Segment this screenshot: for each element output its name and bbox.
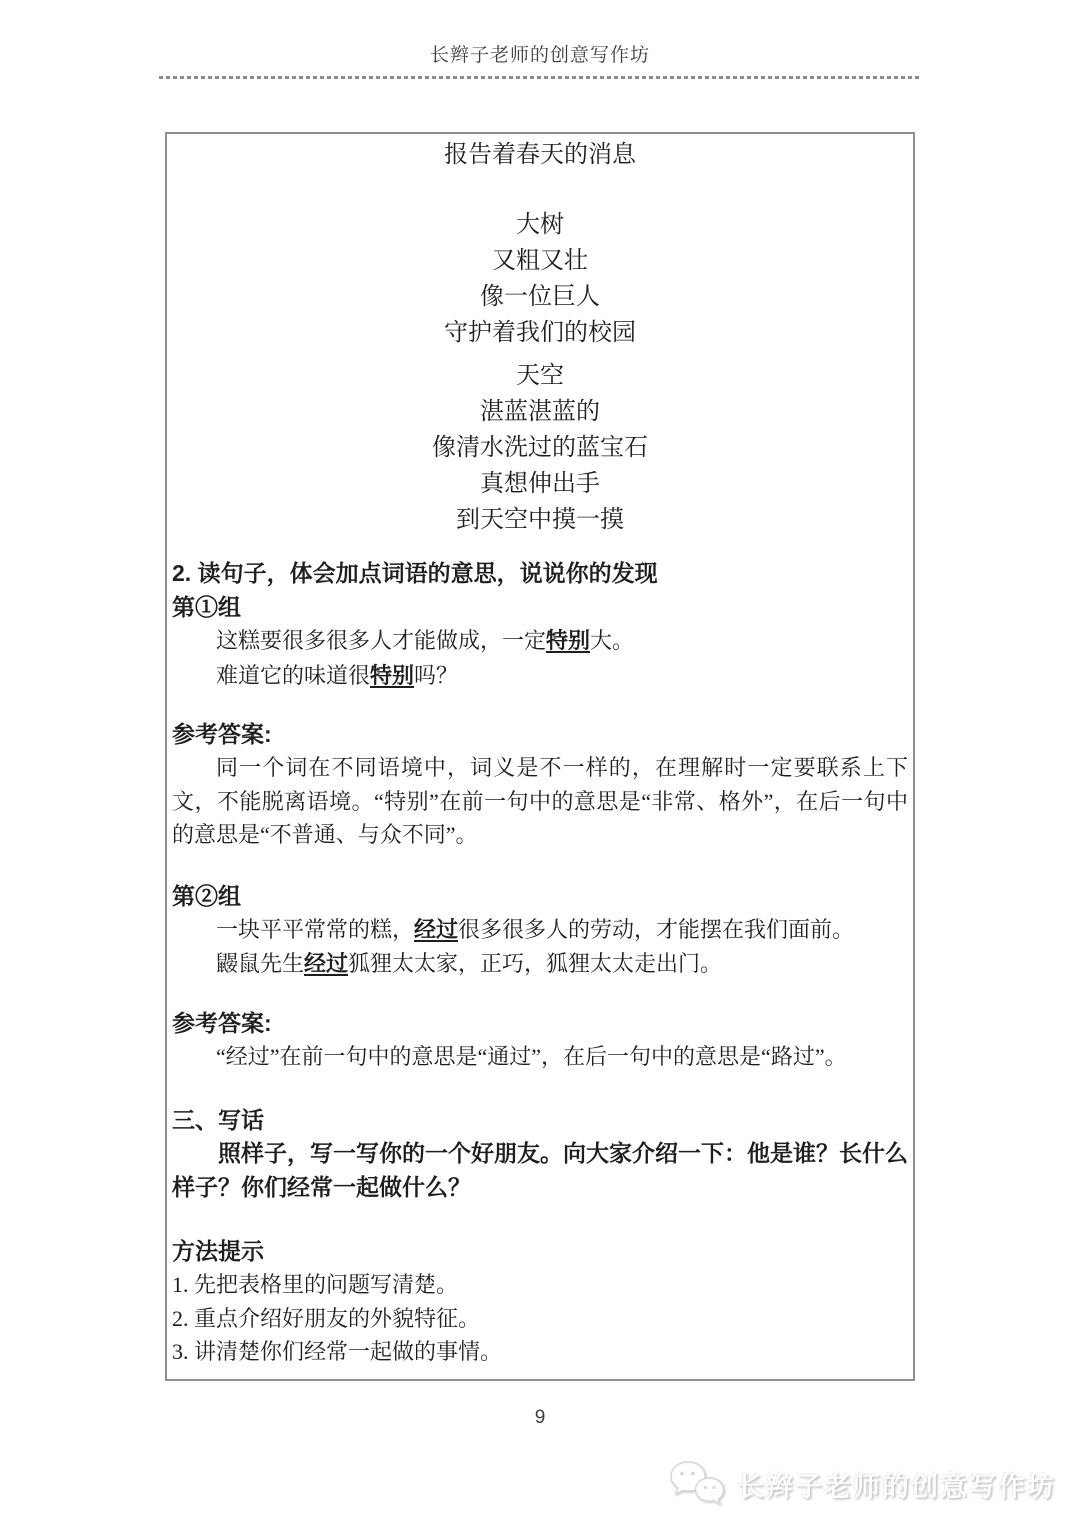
answer-text: “经过”在前一句中的意思是“通过”，在后一句中的意思是“路过”。 (216, 1043, 847, 1069)
sentence-post: 吗？ (414, 662, 459, 688)
exercise-3-heading: 三、写话 (172, 1107, 264, 1133)
example-sentence (172, 659, 908, 694)
writing-prompt: 照样子，写一写你的一个好朋友。向大家介绍一下：他是谁？长什么样子？你们经常一起做什么？ (172, 1140, 908, 1200)
group-2-label: 第②组 (172, 882, 241, 909)
poem-section (172, 137, 908, 538)
answer-text: 同一个词在不同语境中，词义是不一样的，在理解时一定要联系上下文，不能脱离语境。“特别”在前一句中的意思是“非常、格外”，在后一句中的意思是“不普通、与众不同”。 (172, 755, 908, 847)
sentence-pre: 一块平平常常的糕， (216, 916, 415, 942)
poem-line: 天空 (516, 363, 564, 389)
exercise-2-heading: 2. 读句子，体会加点词语的意思，说说你的发现 (172, 560, 658, 586)
poem-line: 真想伸出手 (480, 471, 600, 497)
exercise-3-section (172, 1103, 908, 1369)
highlighted-word: 经过 (414, 916, 459, 942)
sentence-post: 很多很多人的劳动，才能摆在我们面前。 (458, 916, 855, 942)
tip-item: 3. 讲清楚你们经常一起做的事情。 (172, 1339, 503, 1364)
poem-line: 湛蓝湛蓝的 (480, 399, 600, 425)
example-sentence (172, 947, 908, 982)
poem-line: 又粗又壮 (492, 248, 588, 274)
tip-item: 1. 先把表格里的问题写清楚。 (172, 1272, 459, 1297)
answer-label: 参考答案: (172, 1009, 272, 1036)
exercise-2-section (172, 556, 908, 1073)
answer-label: 参考答案: (172, 721, 272, 747)
highlighted-word: 特别 (370, 662, 415, 688)
highlighted-word: 经过 (304, 951, 349, 976)
tip-item: 2. 重点介绍好朋友的外貌特征。 (172, 1305, 481, 1331)
wechat-icon (667, 1459, 727, 1509)
page-number: 9 (534, 1406, 546, 1428)
header-title: 长辫子老师的创意写作坊 (429, 45, 650, 66)
poem-stanza-tree (172, 207, 908, 351)
header-rule (159, 76, 921, 79)
poem-line: 大树 (516, 212, 564, 238)
poem-line: 像一位巨人 (480, 284, 600, 310)
watermark-text: 长辫子老师的创意写作坊 (737, 1471, 1056, 1502)
example-sentence (172, 913, 908, 948)
example-sentence (172, 624, 908, 659)
content-box (165, 132, 915, 1381)
word-group-1 (172, 590, 908, 852)
running-header (0, 0, 1080, 79)
sentence-pre: 鼹鼠先生 (216, 951, 305, 976)
poem-line: 像清水洗过的蓝宝石 (432, 435, 648, 461)
poem-line: 报告着春天的消息 (444, 142, 636, 168)
group-1-label: 第①组 (172, 594, 241, 620)
tips-heading: 方法提示 (172, 1238, 264, 1264)
highlighted-word: 特别 (546, 628, 591, 653)
watermark (667, 1459, 1056, 1509)
word-group-2 (172, 879, 908, 1074)
sentence-pre: 这糕要很多很多人才能做成，一定 (216, 628, 547, 653)
sentence-pre: 难道它的味道很 (216, 662, 371, 688)
poem-line: 到天空中摸一摸 (456, 507, 624, 533)
poem-line: 守护着我们的校园 (444, 320, 636, 346)
poem-stanza-sky (172, 358, 908, 538)
sentence-post: 狐狸太太家，正巧，狐狸太太走出门。 (348, 951, 723, 976)
sentence-post: 大。 (590, 628, 635, 653)
